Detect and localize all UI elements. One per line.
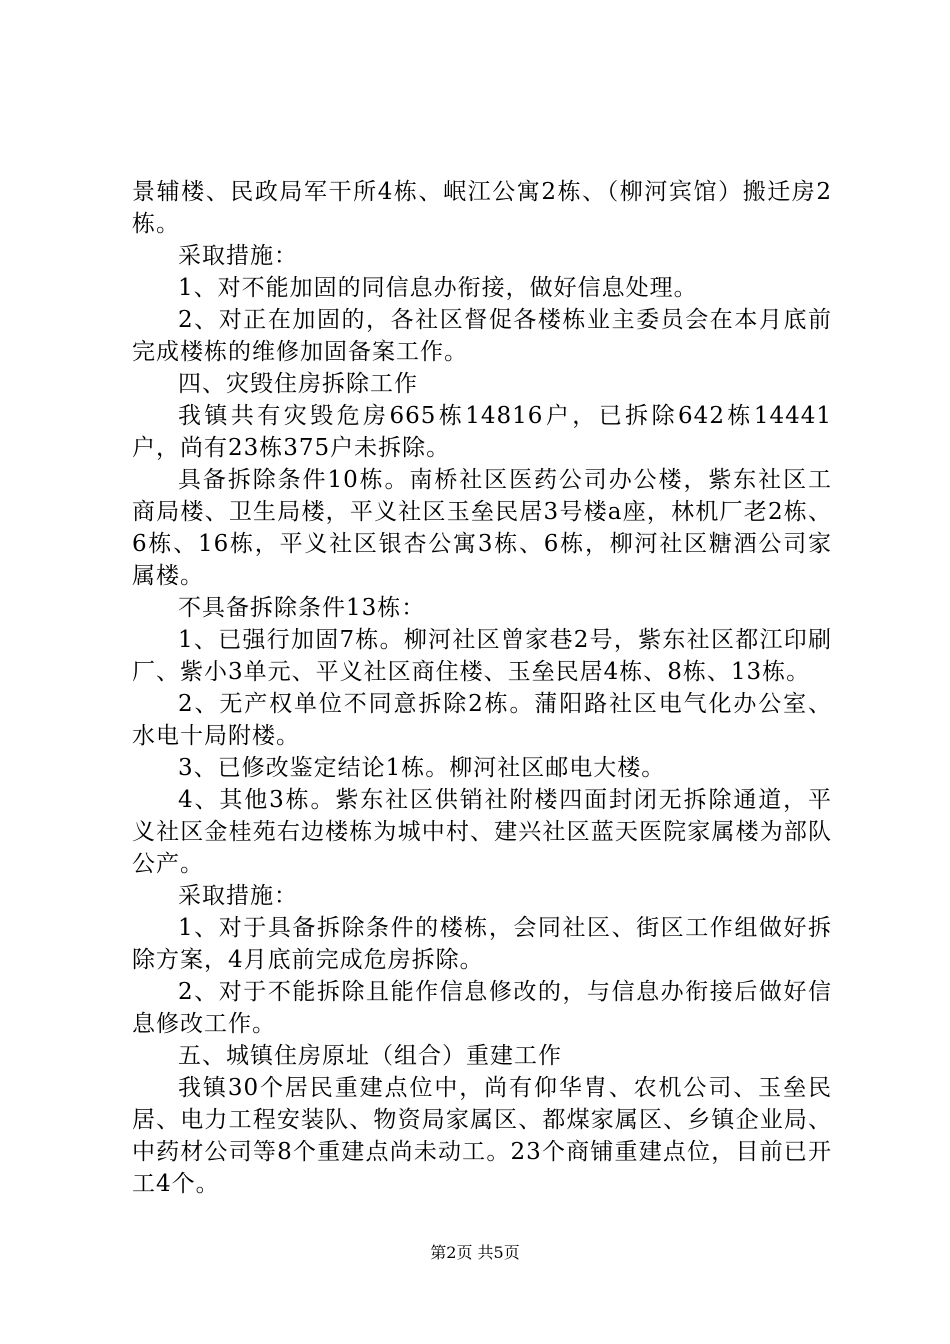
paragraph: 不具备拆除条件13栋： — [178, 595, 426, 621]
paragraph: 采取措施： — [178, 243, 298, 269]
page-number-footer: 第2页 共5页 — [430, 1243, 520, 1262]
paragraph: 3、已修改鉴定结论1栋。柳河社区邮电大楼。 — [178, 755, 666, 781]
section-heading: 四、灾毁住房拆除工作 — [178, 371, 418, 397]
paragraph: 具备拆除条件10栋。南桥社区医药公司办公楼，紫东社区工商局楼、卫生局楼，平义社区玉垒民居3号楼a座，林机厂老2栋、6栋、16栋，平义社区银杏公寓3栋、6栋，柳河社区糖酒公司家属楼。 — [132, 467, 832, 589]
section-heading: 五、城镇住房原址（组合）重建工作 — [178, 1043, 562, 1069]
paragraph: 景辅楼、民政局军干所4栋、岷江公寓2栋、（柳河宾馆）搬迁房2栋。 — [132, 179, 832, 237]
paragraph: 1、对不能加固的同信息办衔接，做好信息处理。 — [178, 275, 698, 301]
paragraph: 我镇30个居民重建点位中，尚有仰华胄、农机公司、玉垒民居、电力工程安装队、物资局家属区、都煤家属区、乡镇企业局、中药材公司等8个重建点尚未动工。23个商铺重建点位，目前已开工4个。 — [132, 1075, 832, 1197]
paragraph: 1、对于具备拆除条件的楼栋，会同社区、街区工作组做好拆除方案，4月底前完成危房拆除。 — [132, 915, 832, 973]
paragraph: 2、对正在加固的，各社区督促各楼栋业主委员会在本月底前完成楼栋的维修加固备案工作。 — [132, 307, 832, 365]
paragraph: 1、已强行加固7栋。柳河社区曾家巷2号，紫东社区都江印刷厂、紫小3单元、平义社区商住楼、玉垒民居4栋、8栋、13栋。 — [132, 627, 832, 685]
document-body — [132, 176, 832, 1200]
paragraph: 2、无产权单位不同意拆除2栋。蒲阳路社区电气化办公室、水电十局附楼。 — [132, 691, 832, 749]
paragraph: 采取措施： — [178, 883, 298, 909]
paragraph: 我镇共有灾毁危房665栋14816户，已拆除642栋14441户，尚有23栋375户未拆除。 — [132, 403, 832, 461]
paragraph: 4、其他3栋。紫东社区供销社附楼四面封闭无拆除通道，平义社区金桂苑右边楼栋为城中村、建兴社区蓝天医院家属楼为部队公产。 — [132, 787, 832, 877]
paragraph: 2、对于不能拆除且能作信息修改的，与信息办衔接后做好信息修改工作。 — [132, 979, 832, 1037]
